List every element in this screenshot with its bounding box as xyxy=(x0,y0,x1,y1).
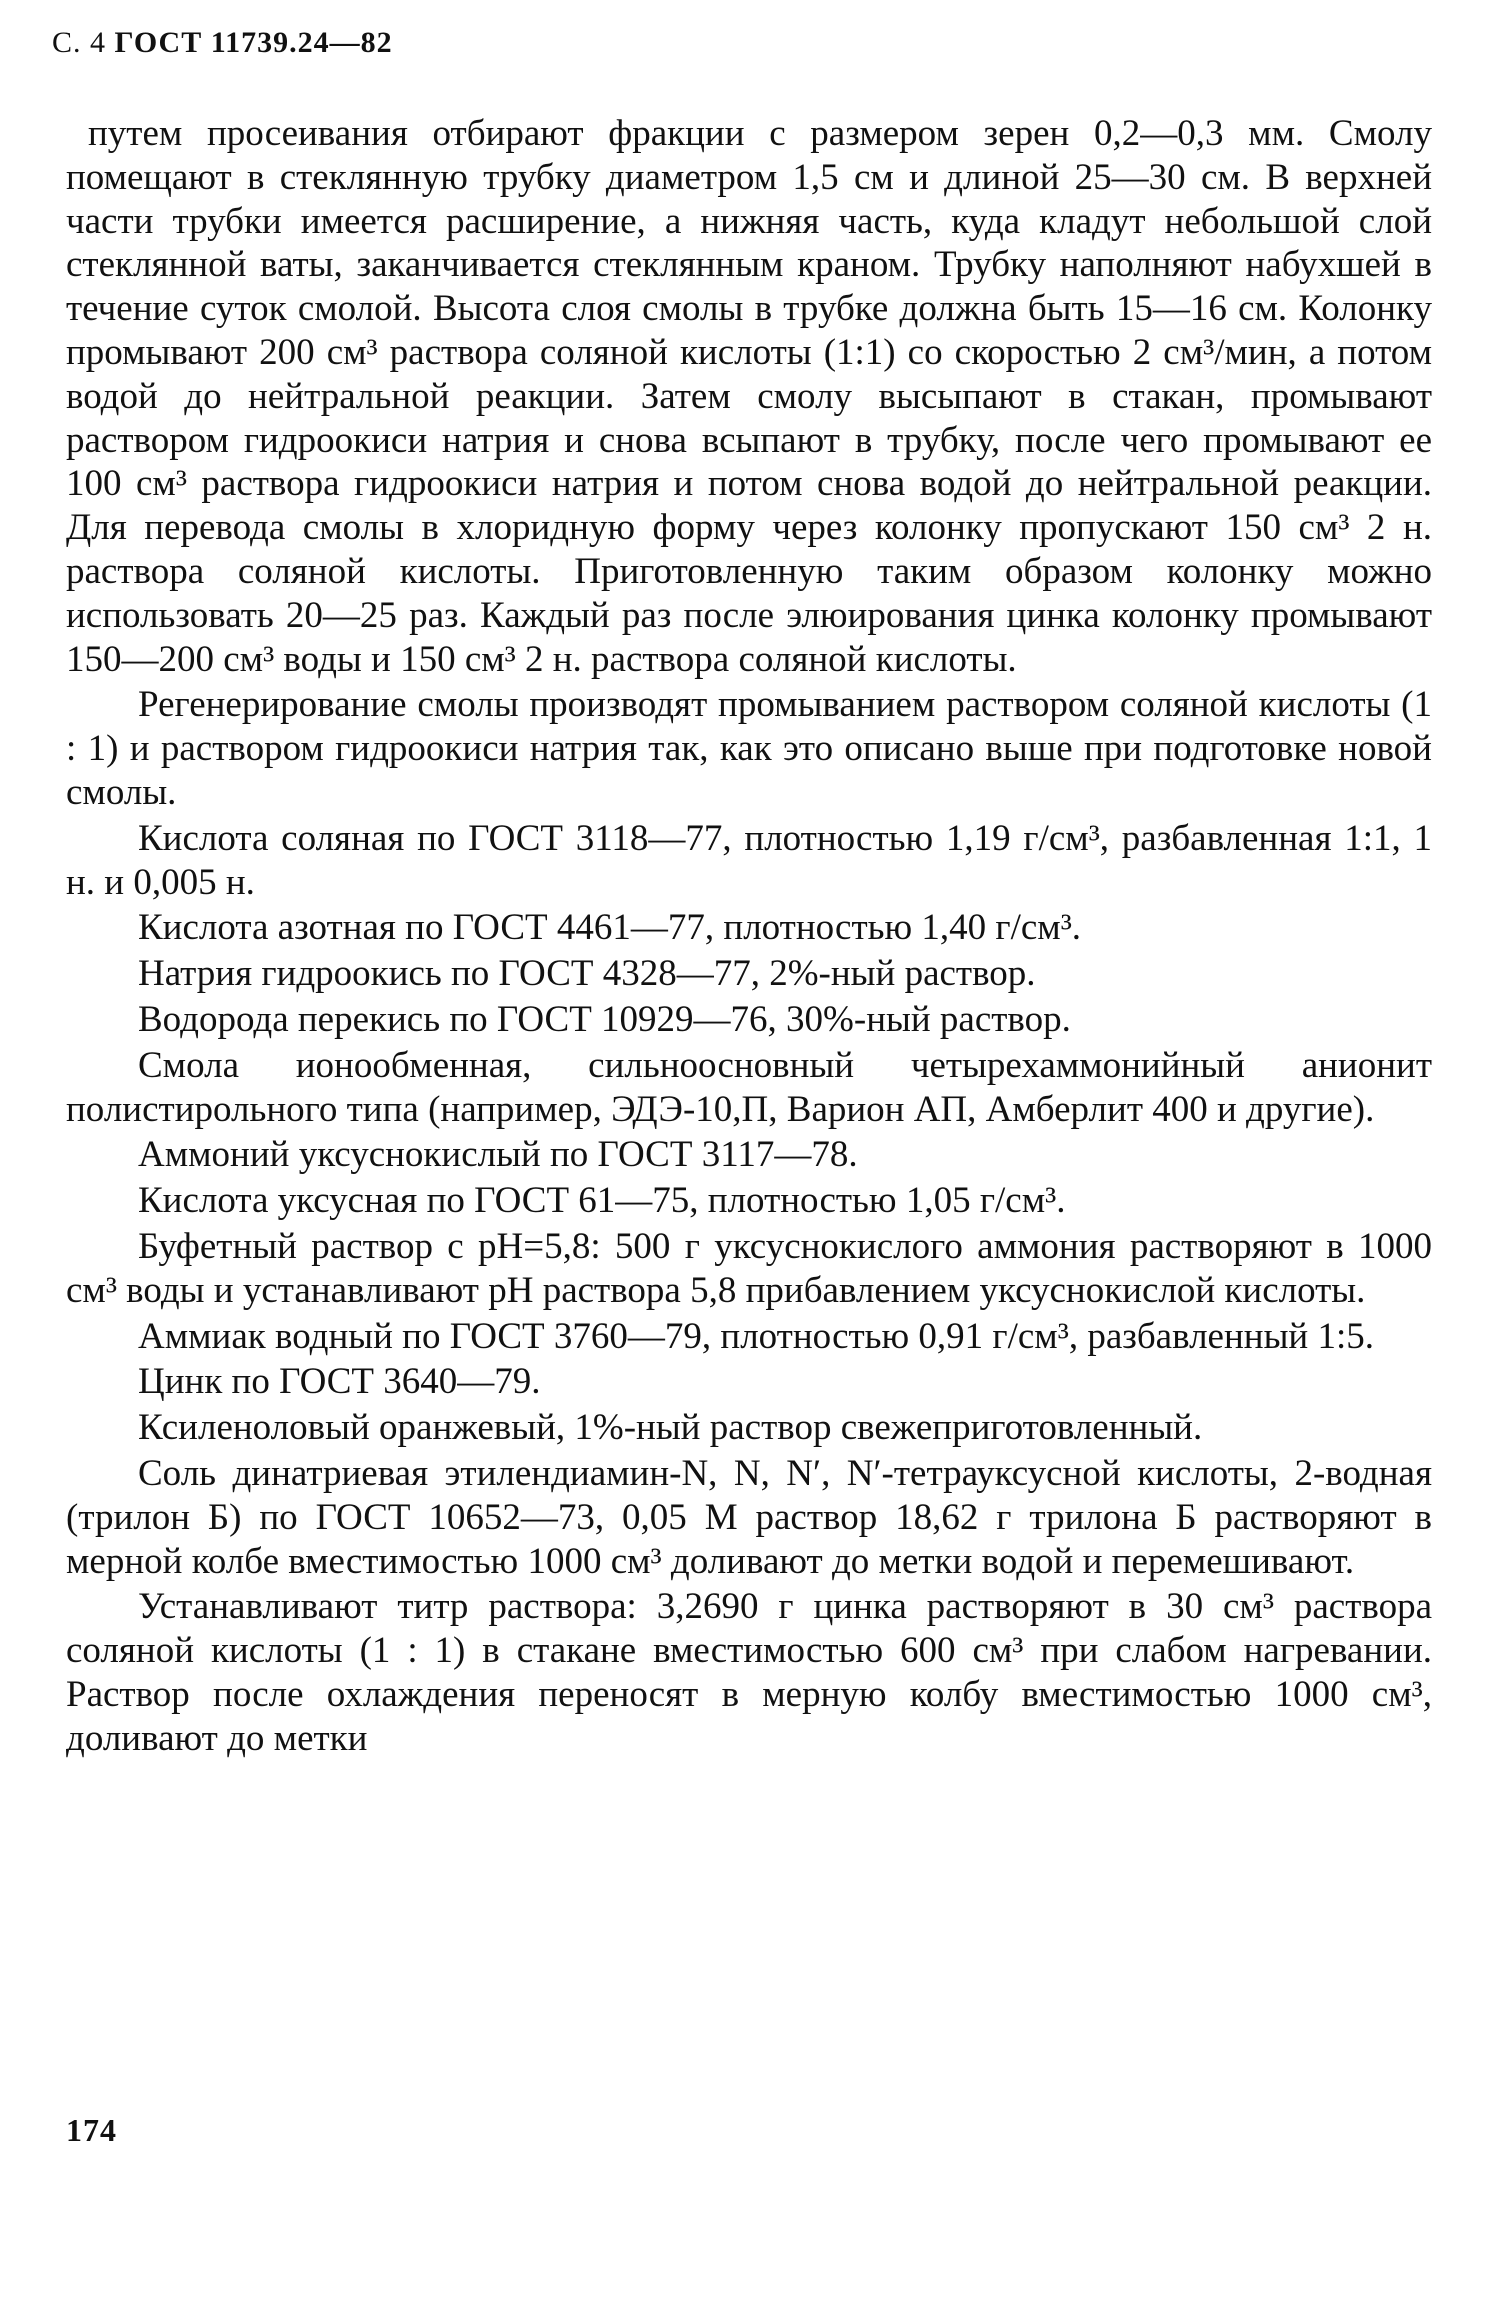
reagent-ion-exchange-resin: Смола ионообменная, сильноосновный четырехаммонийный анионит полистирольного типа (например, ЭДЭ-10,П, Варион АП, Амберлит 400 и другие). xyxy=(66,1044,1432,1130)
page-number: 174 xyxy=(66,2112,117,2148)
body-text xyxy=(66,112,1432,1760)
standard-number: ГОСТ 11739.24—82 xyxy=(114,26,393,59)
reagent-xylenol-orange: Ксиленоловый оранжевый, 1%-ный раствор свежеприготовленный. xyxy=(138,1407,1203,1449)
reagent-ammonium-acetate: Аммоний уксуснокислый по ГОСТ 3117—78. xyxy=(138,1134,858,1176)
reagent-trilon-b: Соль динатриевая этилендиамин-N, N, N′, N′-тетрауксусной кислоты, 2-водная (трилон Б) по ГОСТ 10652—73, 0,05 М раствор 18,62 г трилона Б растворяют в мерной колбе вместимостью 1000 см³ доливают до метки водой и перемешивают. xyxy=(66,1452,1432,1582)
paragraph-column-preparation: путем просеивания отбирают фракции с размером зерен 0,2—0,3 мм. Смолу помещают в стеклянную трубку диаметром 1,5 см и длиной 25—30 см. В верхней части трубки имеется расширение, а нижняя часть, куда кладут небольшой слой стеклянной ваты, заканчивается стеклянным краном. Трубку наполняют набухшей в течение суток смолой. Высота слоя смолы в трубке должна быть 15—16 см. Колонку промывают 200 см³ раствора соляной кислоты (1:1) со скоростью 2 см³/мин, а потом водой до нейтральной реакции. Затем смолу высыпают в стакан, промывают раствором гидроокиси натрия и снова всыпают в трубку, после чего промывают ее 100 см³ раствора гидроокиси натрия и потом снова водой до нейтральной реакции. Для перевода смолы в хлоридную форму через колонку пропускают 150 см³ 2 н. раствора соляной кислоты. Приготовленную таким образом колонку можно использовать 20—25 раз. Каждый раз после элюирования цинка колонку промывают 150—200 см³ воды и 150 см³ 2 н. раствора соляной кислоты. xyxy=(66,113,1432,680)
reagent-nitric-acid: Кислота азотная по ГОСТ 4461—77, плотностью 1,40 г/см³. xyxy=(138,907,1082,949)
page-label: С. 4 xyxy=(52,26,107,59)
reagent-sodium-hydroxide: Натрия гидроокись по ГОСТ 4328—77, 2%-ный раствор. xyxy=(138,953,1036,995)
reagent-zinc: Цинк по ГОСТ 3640—79. xyxy=(138,1361,541,1403)
reagent-buffer-solution: Буфетный раствор с pH=5,8: 500 г уксуснокислого аммония растворяют в 1000 см³ воды и устанавливают pH раствора 5,8 прибавлением уксуснокислой кислоты. xyxy=(66,1225,1432,1311)
paragraph-titre-determination: Устанавливают титр раствора: 3,2690 г цинка растворяют в 30 см³ раствора соляной кислоты (1 : 1) в стакане вместимостью 600 см³ при слабом нагревании. Раствор после охлаждения переносят в мерную колбу вместимостью 1000 см³, доливают до метки xyxy=(66,1586,1432,1759)
reagent-hydrogen-peroxide: Водорода перекись по ГОСТ 10929—76, 30%-ный раствор. xyxy=(138,998,1071,1040)
paragraph-resin-regeneration: Регенерирование смолы производят промыванием раствором соляной кислоты (1 : 1) и раствором гидроокиси натрия так, как это описано выше при подготовке новой смолы. xyxy=(66,684,1432,813)
reagent-ammonia: Аммиак водный по ГОСТ 3760—79, плотностью 0,91 г/см³, разбавленный 1:5. xyxy=(138,1315,1375,1357)
running-header xyxy=(52,26,393,60)
reagent-acetic-acid: Кислота уксусная по ГОСТ 61—75, плотностью 1,05 г/см³. xyxy=(138,1180,1066,1222)
reagent-hydrochloric-acid: Кислота соляная по ГОСТ 3118—77, плотностью 1,19 г/см³, разбавленная 1:1, 1 н. и 0,005 н. xyxy=(66,817,1432,903)
